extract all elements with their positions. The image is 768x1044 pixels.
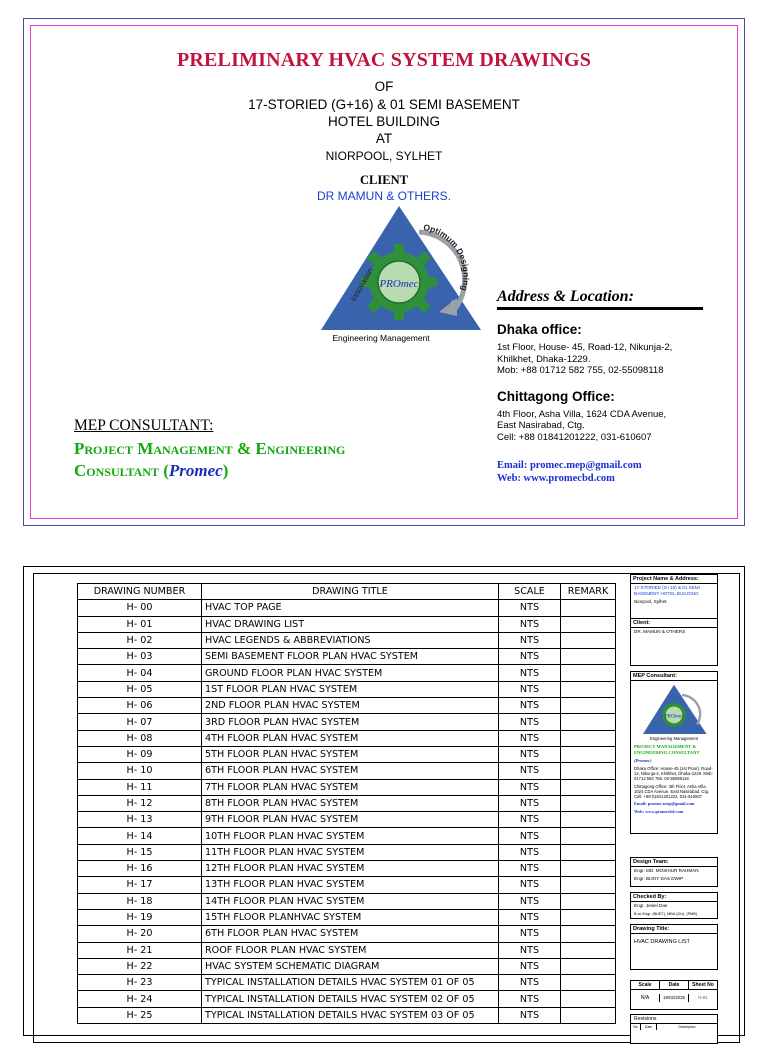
tb-dtitle: HVAC DRAWING LIST [634,939,690,945]
tb-dtitle-label: Drawing Title: [631,925,717,934]
logo-innovation-text: Innovation [348,266,375,303]
drawing-number-cell: H- 15 [78,844,202,860]
firm-consultant: Consultant ( [74,461,169,480]
tb-date-label: Date [660,981,689,989]
tb-project-label: Project Name & Address: [631,575,717,584]
tb-logo-caption: Engineering Management [650,736,698,741]
table-row [78,649,616,665]
remark-cell [561,746,616,762]
drawing-number-cell: H- 12 [78,795,202,811]
address-title: Address & Location: [497,288,634,305]
tb-sheet-label: Sheet No [692,982,714,988]
tb-project-location: Niorpool, Sylhet. [634,599,668,604]
drawing-title-cell: 9TH FLOOR PLAN HVAC SYSTEM [202,812,499,828]
tb-mep-label: MEP Consultant: [631,672,717,681]
drawing-number-cell: H- 10 [78,763,202,779]
table-row [78,812,616,828]
remark-cell [561,844,616,860]
sheet-border [33,573,740,1043]
scale-cell: NTS [499,958,561,974]
header-remark: REMARK [561,584,616,600]
drawing-title-cell: 6TH FLOOR PLAN HVAC SYSTEM [202,926,499,942]
tb-checked [630,892,718,919]
table-row [78,861,616,877]
ctg-office-address [497,409,707,444]
drawing-title-cell: HVAC TOP PAGE [202,600,499,616]
remark-cell [561,681,616,697]
remark-cell [561,861,616,877]
tb-ctg: Chittagong Office: 4th Floor, Asha Villa, 1624 CDA Avenue, East Nasirabad, Ctg. Cell: +88 01841201222, 031-610607 [634,783,710,800]
ctg-office-title: Chittagong Office: [497,388,615,404]
remark-cell [561,958,616,974]
scale-cell: NTS [499,763,561,779]
scale-cell: NTS [499,746,561,762]
scale-cell: NTS [499,714,561,730]
address-block [497,288,707,485]
drawing-title-cell: HVAC LEGENDS & ABBREVIATIONS [202,632,499,648]
firm-brand: Promec [168,461,223,480]
table-row [78,600,616,616]
table-row [78,926,616,942]
dhaka-office-address [497,342,707,377]
cover-border [30,25,738,519]
svg-text:PROmec: PROmec [664,713,684,720]
table-row [78,975,616,991]
table-row [78,1007,616,1023]
drawing-number-cell: H- 21 [78,942,202,958]
remark-cell [561,975,616,991]
table-header-row [78,584,616,600]
remark-cell [561,812,616,828]
drawing-number-cell: H- 03 [78,649,202,665]
drawing-title-cell: ROOF FLOOR PLAN HVAC SYSTEM [202,942,499,958]
drawing-number-cell: H- 14 [78,828,202,844]
table-row [78,698,616,714]
remark-cell [561,665,616,681]
ctg-line1: 4th Floor, Asha Villa, 1624 CDA Avenue, [497,408,667,420]
scale-cell: NTS [499,730,561,746]
dhaka-line2: Khilkhet, Dhaka-1229. [497,353,591,365]
drawing-number-cell: H- 01 [78,616,202,632]
scale-cell: NTS [499,795,561,811]
tb-date-val: 19/02/2025 [660,994,689,1002]
remark-cell [561,828,616,844]
logo-caption: Engineering Management [332,333,430,343]
drawing-number-cell: H- 11 [78,779,202,795]
scale-cell: NTS [499,991,561,1007]
scale-cell: NTS [499,600,561,616]
table-row [78,616,616,632]
client-label: CLIENT [360,173,408,187]
header-drawing-title: DRAWING TITLE [202,584,499,600]
drawing-title-cell: 7TH FLOOR PLAN HVAC SYSTEM [202,779,499,795]
drawing-number-cell: H- 24 [78,991,202,1007]
table-row [78,828,616,844]
scale-cell: NTS [499,632,561,648]
drawing-title-cell: 8TH FLOOR PLAN HVAC SYSTEM [202,795,499,811]
logo-brand: PROmec [379,278,419,290]
drawing-title-cell: HVAC SYSTEM SCHEMATIC DIAGRAM [202,958,499,974]
remark-cell [561,942,616,958]
drawing-number-cell: H- 23 [78,975,202,991]
table-row [78,909,616,925]
consultant-firm [74,438,474,482]
drawing-title-cell: 1ST FLOOR PLAN HVAC SYSTEM [202,681,499,697]
remark-cell [561,600,616,616]
drawing-title-cell: HVAC DRAWING LIST [202,616,499,632]
tb-firm: PROJECT MANAGEMENT & ENGINEERING CONSULTANT [634,744,700,755]
table-row [78,958,616,974]
remark-cell [561,795,616,811]
drawing-title-cell: TYPICAL INSTALLATION DETAILS HVAC SYSTEM 02 OF 05 [202,991,499,1007]
table-row [78,795,616,811]
scale-cell: NTS [499,909,561,925]
table-row [78,991,616,1007]
remark-cell [561,877,616,893]
tb-rev-no: No [631,1024,641,1030]
drawing-title-cell: 5TH FLOOR PLAN HVAC SYSTEM [202,746,499,762]
drawing-title-cell: TYPICAL INSTALLATION DETAILS HVAC SYSTEM 03 OF 05 [202,1007,499,1023]
cover-of: OF [374,79,394,94]
table-row [78,632,616,648]
tb-checked-2: B.sc Engr. (BUET), MBA (DU), (PMB) [634,912,698,916]
remark-cell [561,632,616,648]
client-name: DR MAMUN & OTHERS. [316,189,451,203]
scale-cell: NTS [499,665,561,681]
tb-rev-date: Date [641,1024,657,1030]
cover-building-line2: HOTEL BUILDING [327,114,441,129]
tb-firm-brand: (Promec) [634,758,652,763]
drawing-title-cell: GROUND FLOOR PLAN HVAC SYSTEM [202,665,499,681]
drawing-number-cell: H- 09 [78,746,202,762]
remark-cell [561,698,616,714]
table-row [78,779,616,795]
tb-email: Email: promec.mep@gmail.com [634,801,695,807]
tb-design-1: Engr. MD. MOSHIUR RAHMAN [634,868,699,873]
cover-page [23,18,745,526]
tb-web: Web: www.promecbd.com [634,809,684,815]
cover-building-line1: 17-STORIED (G+16) & 01 SEMI BASEMENT [248,97,520,112]
drawing-title-cell: 10TH FLOOR PLAN HVAC SYSTEM [202,828,499,844]
drawing-title-cell: SEMI BASEMENT FLOOR PLAN HVAC SYSTEM [202,649,499,665]
tb-promec-logo [639,683,709,735]
drawing-number-cell: H- 06 [78,698,202,714]
remark-cell [561,779,616,795]
header-drawing-number: DRAWING NUMBER [78,584,202,600]
contact-links [497,459,707,485]
tb-scale-header [631,981,717,990]
cover-title: PRELIMINARY HVAC SYSTEM DRAWINGS [176,49,592,71]
tb-design-label: Design Team: [631,858,717,867]
scale-cell: NTS [499,861,561,877]
title-block [630,574,740,1044]
table-row [78,746,616,762]
drawing-title-cell: 15TH FLOOR PLANHVAC SYSTEM [202,909,499,925]
drawing-number-cell: H- 16 [78,861,202,877]
firm-line1: Project Management & Engineering [74,439,346,458]
table-row [78,893,616,909]
tb-scale-block [630,980,718,1010]
tb-checked-1: Engr. Jewel Das [634,903,668,908]
scale-cell: NTS [499,616,561,632]
scale-cell: NTS [499,779,561,795]
tb-client [630,618,718,666]
drawing-number-cell: H- 00 [78,600,202,616]
tb-scale-val: N/A [631,994,660,1002]
remark-cell [561,926,616,942]
tb-mep [630,671,718,834]
scale-cell: NTS [499,649,561,665]
tb-scale-label: Scale [631,981,660,989]
firm-line2 [74,460,474,482]
drawing-title-cell: 2ND FLOOR PLAN HVAC SYSTEM [202,698,499,714]
remark-cell [561,1007,616,1023]
drawing-list-sheet [23,566,745,1036]
remark-cell [561,763,616,779]
email-link[interactable]: Email: promec.mep@gmail.com [497,460,642,471]
drawing-title-cell: 14TH FLOOR PLAN HVAC SYSTEM [202,893,499,909]
tb-client-label: Client: [631,619,717,628]
drawing-list-table [77,583,616,1024]
scale-cell: NTS [499,975,561,991]
tb-drawing-title [630,924,718,970]
drawing-number-cell: H- 08 [78,730,202,746]
drawing-title-cell: 3RD FLOOR PLAN HVAC SYSTEM [202,714,499,730]
table-row [78,844,616,860]
tb-scale-values [631,990,717,1002]
table-row [78,681,616,697]
scale-cell: NTS [499,893,561,909]
tb-revisions-label: Revisions [634,1016,657,1022]
promec-logo [311,202,487,332]
tb-dhaka: Dhaka Office: House-45 (1st Floor), Road-12, Nikunja-2, Khilkhet, Dhaka-1229. Mob: 01712 582 755, 02-55098118 [634,766,713,782]
drawing-title-cell: 4TH FLOOR PLAN HVAC SYSTEM [202,730,499,746]
drawing-title-cell: 6TH FLOOR PLAN HVAC SYSTEM [202,763,499,779]
ctg-line3: Cell: +88 01841201222, 031-610607 [497,431,652,443]
scale-cell: NTS [499,844,561,860]
remark-cell [561,616,616,632]
tb-client-name: DR. MAMUN & OTHERS [634,629,686,634]
drawing-list-body [78,600,616,1024]
drawing-number-cell: H- 25 [78,1007,202,1023]
drawing-title-cell: 13TH FLOOR PLAN HVAC SYSTEM [202,877,499,893]
table-row [78,730,616,746]
tb-sheet-val: H-01 [698,995,708,1000]
drawing-title-cell: TYPICAL INSTALLATION DETAILS HVAC SYSTEM 01 OF 05 [202,975,499,991]
scale-cell: NTS [499,828,561,844]
drawing-number-cell: H- 13 [78,812,202,828]
tb-rev-desc: Description [678,1025,696,1029]
web-link[interactable]: Web: www.promecbd.com [497,473,615,484]
scale-cell: NTS [499,812,561,828]
firm-paren: ) [222,461,229,480]
cover-at: AT [375,131,393,146]
table-row [78,763,616,779]
table-row [78,714,616,730]
drawing-title-cell: 11TH FLOOR PLAN HVAC SYSTEM [202,844,499,860]
tb-design [630,857,718,887]
scale-cell: NTS [499,698,561,714]
remark-cell [561,730,616,746]
remark-cell [561,909,616,925]
table-row [78,942,616,958]
remark-cell [561,649,616,665]
remark-cell [561,714,616,730]
scale-cell: NTS [499,877,561,893]
tb-revisions [630,1014,718,1044]
tb-design-2: Engr. BIJOY DAS DWIP [634,876,684,881]
table-row [78,665,616,681]
mep-consultant-label: MEP CONSULTANT: [74,417,214,434]
drawing-number-cell: H- 20 [78,926,202,942]
dhaka-office-title: Dhaka office: [497,322,582,337]
drawing-number-cell: H- 19 [78,909,202,925]
drawing-number-cell: H- 04 [78,665,202,681]
tb-project-name: 17-STORIED (G+16) & 01 SEMI BASEMENT HOTEL BUILDING [634,585,700,596]
scale-cell: NTS [499,681,561,697]
drawing-number-cell: H- 22 [78,958,202,974]
remark-cell [561,991,616,1007]
scale-cell: NTS [499,942,561,958]
header-scale: SCALE [499,584,561,600]
drawing-number-cell: H- 07 [78,714,202,730]
tb-rev-header [631,1023,717,1030]
scale-cell: NTS [499,926,561,942]
remark-cell [561,893,616,909]
ctg-line2: East Nasirabad, Ctg. [497,420,585,431]
address-rule [497,307,703,310]
scale-cell: NTS [499,1007,561,1023]
table-row [78,877,616,893]
cover-location: NIORPOOL, SYLHET [325,149,443,163]
drawing-number-cell: H- 18 [78,893,202,909]
dhaka-line3: Mob: +88 01712 582 755, 02-55098118 [497,365,664,376]
logo-optimum-text: Optimum Designing [422,222,472,293]
drawing-number-cell: H- 05 [78,681,202,697]
dhaka-line1: 1st Floor, House- 45, Road-12, Nikunja-2, [497,342,673,353]
drawing-number-cell: H- 17 [78,877,202,893]
drawing-title-cell: 12TH FLOOR PLAN HVAC SYSTEM [202,861,499,877]
tb-checked-label: Checked By: [631,893,717,902]
drawing-number-cell: H- 02 [78,632,202,648]
